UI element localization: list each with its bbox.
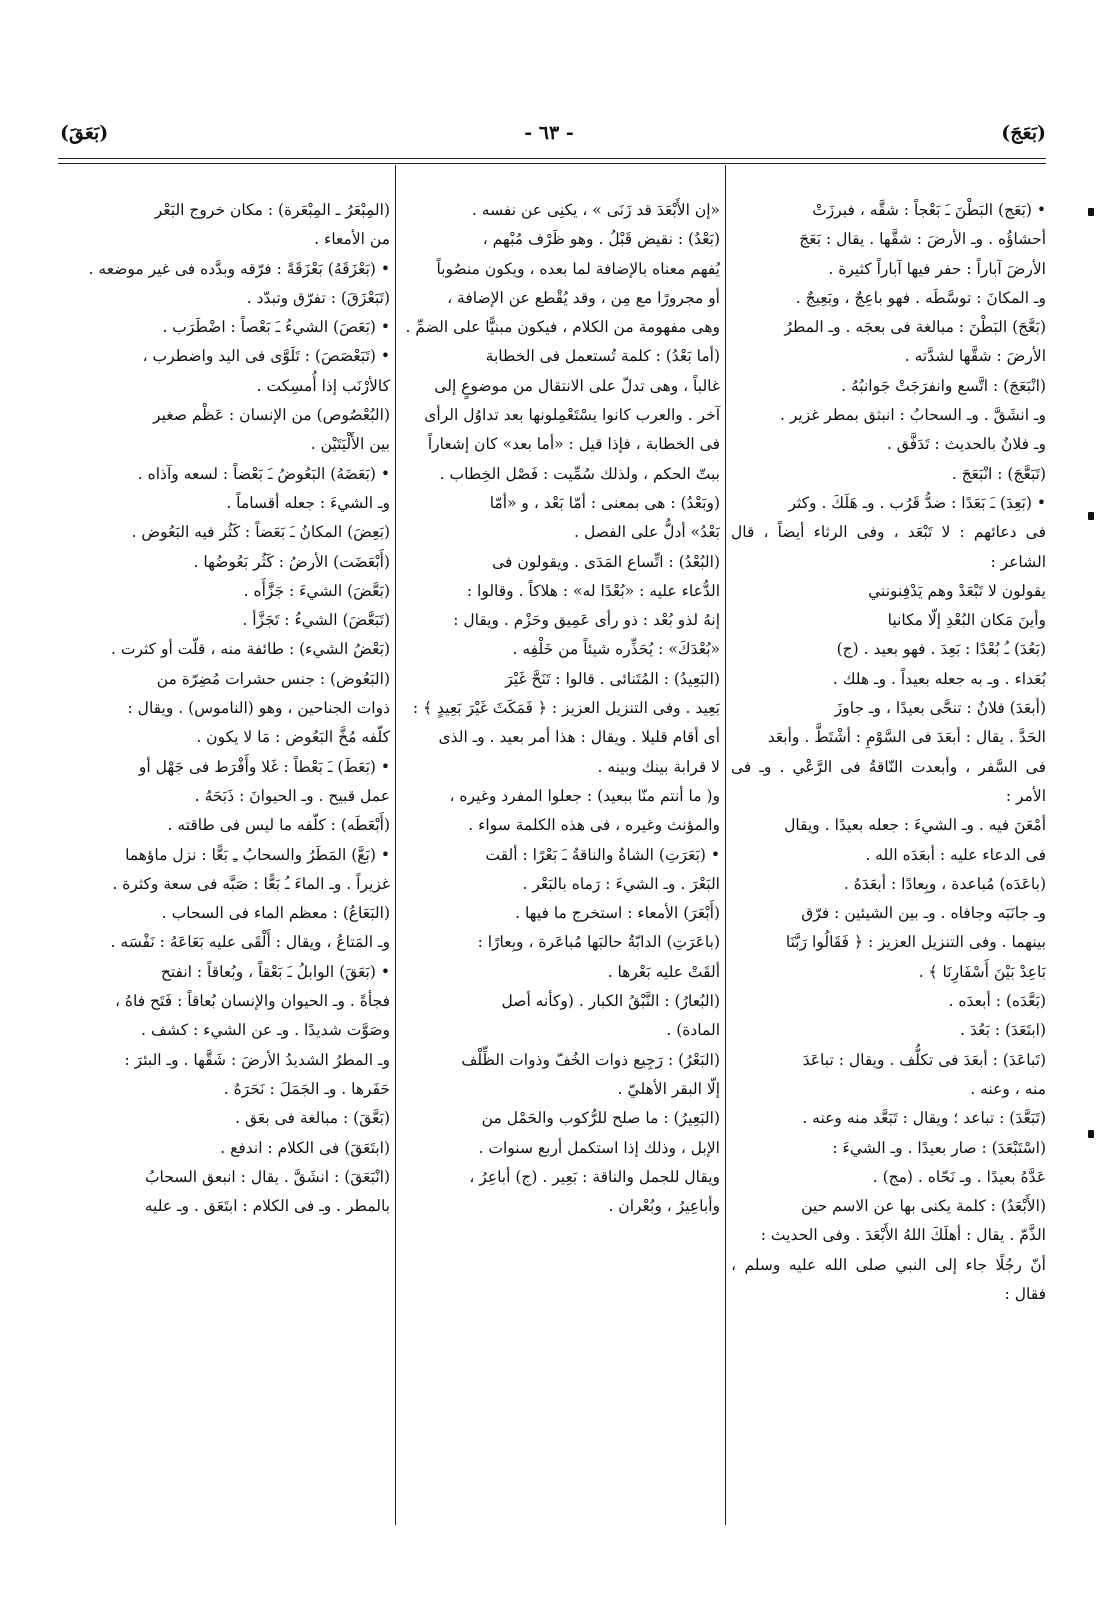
entry-line: وـ جانَبَه وجافاه . وـ بين الشيئين : فرّق: [801, 904, 1046, 923]
entry-line: (بَعَّقَ) : مبالغة فى بعَق .: [235, 1109, 390, 1128]
entry-line: وـ المَتاعُ ، ويقال : أَلْقَى عليه بَعَاعَهُ : نَفْسَه .: [110, 933, 390, 952]
entry-line: من الأمعاء .: [314, 230, 390, 249]
entry-line: وأينَ مَكان البُعْدِ إلّا مكانيا: [887, 611, 1046, 630]
entry-line: (بَعْدُ) : نقيض قَبْلُ . وهو ظَرْف مُبْهم ،: [482, 230, 720, 249]
entry-line: والمؤنث وغيره ، فى هذه الكلمة سواء .: [468, 816, 720, 835]
entry-line: إنهُ لذو بُعْد : ذو رأى عَمِيق وحَزْم . ويقال :: [453, 611, 720, 630]
entry-line: أو مجرورًا مع مِن ، وقد يُقْطع عن الإضافة ،: [447, 288, 720, 307]
entry-line: لا قرابة بينك وبينه .: [597, 757, 720, 776]
entry-line: آخر . والعرب كانوا يسْتَعْمِلونها بعد تداوُل الرأى: [424, 406, 720, 425]
entry-line: (المِبْعَرُ ـ المِبْعَرة) : مكان خروج البَعْر: [154, 201, 390, 219]
entry-line: أمْعَنَ فيه . وـ الشيءَ : جعله بعيدًا . ويقال: [784, 816, 1046, 835]
entry-line: «إن الأَبْعَدَ قد زَنَى » ، يكنِى عن نفسه .: [471, 201, 720, 219]
column-right: [731, 196, 1046, 1309]
entry-line: • (بَعِدَ) ـَ بَعَدًا : ضدُّ قَرُب . وـ هَلَكَ . وكثر: [788, 493, 1046, 512]
entry-line: (البُعارُ) : النَّبْقُ الكبار . (وكأنه أصل: [501, 992, 720, 1011]
entry-line: (البُعْدُ) : اتِّساع المَدَى . ويقولون فى: [492, 552, 720, 571]
entry-line: وهى مفهومة من الكلام ، فيكون مبنيًّا على الضمِّ .: [405, 318, 720, 337]
entry-line: (الأَبْعَدُ) : كلمة يكنى بها عن الاسم حين: [801, 1197, 1046, 1216]
entry-line: الأرضَ : شقَّها لشدَّته .: [904, 347, 1046, 366]
entry-line: وـ انشَقَّ . وـ السحابُ : انبثق بمطر غزير .: [780, 406, 1046, 425]
page-number: - ٦٣ -: [524, 122, 574, 144]
entry-line: • (بَعَضَهُ) البَعُوضُ ـَ بَعْضاً : لسعه وآذاه .: [137, 464, 390, 483]
entry-line: كلّفه مُخَّ البَعُوض : مَا لا يكون .: [196, 728, 390, 747]
entry-line: أحشاؤُه . وـ الأرضَ : شقَّها . يقال : بَعَجَ: [799, 230, 1046, 249]
entry-line: (أبعَدَ) فلانٌ : تنحَّى بعيدًا ، وـ جاوزَ: [834, 699, 1046, 718]
entry-line: الإبل ، وذلك إذا استكمل أربع سنوات .: [478, 1138, 720, 1157]
entry-line: وـ الشيءَ : جعله أقساماً .: [226, 493, 390, 512]
entry-line: البَعْرَ . وـ الشيءَ : رَماه بالبَعْر .: [522, 874, 720, 893]
entry-line: (بَعَّضَ) الشيءَ : جَزَّأَه .: [243, 581, 390, 600]
entry-line: ببتّ الحكم ، ولذلك سُمِّيت : فَصْل الخِطاب .: [439, 464, 720, 483]
entry-line: (تَبَعَّجَ) : انْبَعَجَ .: [951, 464, 1046, 483]
entry-line: (باعَرَتِ) الدابّةُ حالبَها مُباعَرة ، وبِعارًا :: [477, 933, 720, 952]
entry-line: (انْبَعَجَ) : اتَّسع وانفرَجَتْ جَوانبُهُ .: [841, 376, 1046, 395]
scan-margin-mark: [1088, 208, 1094, 216]
entry-line: وصَوَّت شديدًا . وـ عن الشيء : كشف .: [140, 1021, 390, 1040]
entry-line: إلّا البقر الأهليّ .: [617, 1079, 720, 1098]
entry-line: (البَعِيدُ) : المُتَنائى . قالوا : تَنَحَّ غَيْرَ: [505, 669, 720, 688]
entry-line: (البَعِيرُ) : ما صلح للرُّكوب والحَمْل من: [481, 1109, 720, 1128]
entry-line: • (تَبَعْصَصَ) : تَلَوَّى فى اليد واضطرب ،: [142, 347, 390, 366]
entry-line: بَاعِدْ بَيْنَ أَسْفَارِنَا ﴾ .: [918, 962, 1046, 981]
entry-line: فى الدعاء عليه : أبعَدَه الله .: [865, 845, 1046, 864]
entry-line: ويقال للجمل والناقة : بَعِير . (ج) أباعِرُ ،: [469, 1167, 720, 1186]
header-rule: [58, 158, 1046, 159]
entry-line: فى الخطابة ، فإذا قيل : «أما بعد» كان إشعاراً: [427, 435, 720, 454]
entry-line: فى دعائهم : لا تَبْعَد ، وفى الرثاء أيضاً ، قال الشاعر :: [731, 523, 1046, 571]
header-rule-thin: [58, 163, 1046, 164]
entry-line: • (بَعَطَ) ـَ بَعْطاً : غَلا وأَفْرَط فى جَهْل أو: [138, 757, 390, 776]
entry-line: بينهما . وفى التنزيل العزيز : ﴿ فَقَالُوا رَبَّنَا: [785, 933, 1046, 952]
entry-line: (البَعْرُ) : رَجِيع ذوات الخُفّ وذوات الظِّلْف: [461, 1050, 720, 1069]
entry-line: • (بَعْزَقَهُ) بَعْزَقَةً : فرّقه وبدَّده فى غير موضعه .: [88, 259, 390, 278]
column-middle: [402, 196, 720, 1221]
entry-line: • (بَعَّ) المَطَرُ والسحابُ ـِ بَعًّا : نزل ماؤهما: [125, 845, 390, 864]
entry-line: (بَعَّجَ) البَطْنَ : مبالغة فى بعجَه . وـ المطرُ: [784, 318, 1046, 337]
entry-line: الأرضَ آباراً : حفر فيها آباراً كثيرة .: [828, 259, 1046, 278]
column-divider: [395, 165, 396, 1525]
entry-line: (انْبَعَقَ) : انشَقَّ . يقال : انبعق السحابُ: [144, 1167, 390, 1186]
scan-margin-mark: [1088, 1130, 1094, 1138]
entry-line: «بُعْدَكَ» : يُحَذِّره شيئاً من خَلْفِه .: [512, 640, 720, 659]
entry-line: • (بَعَج) البَطْنَ ـَ بَعْجاً : شقَّه ، فبرزَتْ: [812, 201, 1046, 219]
entry-line: يقولون لا تَبْعَدْ وهم يَدْفِنونني: [868, 581, 1046, 600]
entry-line: (أما بَعْدُ) : كلمة تُستعمل فى الخطابة: [485, 347, 720, 366]
entry-line: وـ المكانَ : توسَّطَه . فهو باعِجٌ ، وبَعِيجٌ .: [795, 288, 1046, 307]
entry-line: الحَدَّ . يقال : أبعَدَ فى السَّوْمِ : أشْتَطَّ . وأبعَد: [767, 728, 1046, 747]
scan-margin-mark: [1088, 512, 1094, 520]
entry-line: ألقَتْ عليه بَعْرها .: [607, 962, 720, 981]
entry-line: (تَباعَدَ) : أبعَدَ فى تكلُّف . ويقال : تباعَدَ: [802, 1050, 1046, 1069]
entry-line: (أَبْعَضَت) الأرضُ : كَثُر بَعُوضُها .: [193, 552, 390, 571]
column-left: [72, 196, 390, 1221]
entry-line: حَفَرها . وـ الجَمَلَ : نَحَرَهُ .: [223, 1079, 390, 1098]
entry-line: (بَعَّدَه) : أبعدَه .: [948, 992, 1046, 1011]
entry-line: (باعَدَه) مُباعدة ، وبِعادًا : أبعَدَهُ .: [843, 874, 1046, 893]
entry-line: وـ فلانٌ بالحديث : تَدَفَّق .: [886, 435, 1046, 454]
entry-line: غزيراً . وـ الماءَ ـُ بَعًّا : صَبَّه فى سعة وكثرة .: [112, 874, 390, 893]
entry-line: (أَبْعَرَ) الأمعاء : استخرج ما فيها .: [515, 904, 720, 923]
entry-line: بالمطر . وـ فى الكلام : ابتَعَق . وـ عليه: [144, 1197, 390, 1216]
entry-line: بَعْدُ» أدلُّ على الفصل .: [574, 523, 720, 542]
header-guide-word-right: (بَعَجَ): [1001, 122, 1046, 144]
entry-line: • (بَعَقَ) الوابلُ ـَ بَعْقاً ، وبُعاقاً : انفتح: [160, 962, 390, 981]
entry-line: (ابتَعَقَ) فى الكلام : اندفع .: [220, 1138, 390, 1157]
entry-line: كالأرْنَب إذا أُمسِكت .: [256, 376, 390, 395]
entry-line: بَعِيد . وفى التنزيل العزيز : ﴿ فَمَكَثَ غَيْرَ بَعِيدٍ ﴾ :: [412, 699, 720, 718]
entry-line: أى أقام قليلا . ويقال : هذا أمر بعيد . وـ الذى: [438, 728, 720, 747]
entry-line: (أَبْعَطَه) : كلّفه ما ليس فى طاقته .: [167, 816, 390, 835]
entry-line: وأباعِيرُ ، وبُعْران .: [608, 1197, 720, 1216]
entry-line: (تَبَعْزَقَ) : تفرّق وتبدّد .: [246, 288, 390, 307]
entry-line: (البُعْصُوص) من الإنسان : عَظْم صغير: [153, 406, 390, 425]
entry-line: • (بَعَرَتِ) الشاةُ والناقةُ ـَ بَعْرًا : ألقت: [485, 845, 720, 864]
entry-line: يُفهم معناه بالإضافة لما بعده ، ويكون منصُوباً: [436, 259, 720, 278]
entry-line: عمل قبيح . وـ الحيوانَ : ذَبَحَهُ .: [194, 786, 390, 805]
entry-line: الذَّمّ . يقال : أهلَكَ اللهُ الأَبْعَدَ . وفى الحديث :: [760, 1226, 1046, 1245]
entry-line: (البَعَاعُ) : معظم الماء فى السحاب .: [161, 904, 390, 923]
entry-line: (اسْتَبْعَدَ) : صار بعيدًا . وـ الشيءَ :: [832, 1138, 1046, 1157]
entry-line: فى السَّفر ، وأبعدت النّاقةُ فى الرَّعْي . وـ فى الأمر :: [731, 757, 1046, 805]
entry-line: (وبَعْدُ) : هى بمعنى : أمّا بَعْد ، و «أمّا: [489, 493, 720, 512]
entry-line: و( ما أنتم منّا ببعيد) : جعلوا المفرد وغيره ،: [449, 786, 720, 805]
entry-line: (بَعِضَ) المكانُ ـَ بَعَضاً : كَثُر فيه البَعُوض .: [131, 523, 390, 542]
header-guide-word-left: (بَعَقَ): [60, 122, 109, 144]
entry-line: بين الأَلْيَتَيْن .: [310, 435, 390, 454]
entry-line: بُعَداء . وـ به جعله بعيداً . وـ هلك .: [832, 669, 1046, 688]
entry-line: فجأةً . وـ الحيوان والإنسان بُعاقاً : فَتَح فاهُ ،: [114, 992, 390, 1011]
entry-line: غالباً ، وهى تدلّ على الانتقال من موضوعٍ إلى: [434, 376, 720, 395]
entry-line: المادة) .: [666, 1021, 720, 1040]
entry-line: • (بَعَصَ) الشيءُ ـَ بَعْصاً : اضْطَرَب .: [162, 318, 390, 337]
entry-line: (تَبَعَّضَ) الشيءُ : تَجَزَّأ .: [242, 611, 390, 630]
entry-line: منه ، وعنه .: [970, 1079, 1046, 1098]
entry-line: الدُّعاء عليه : «بُعْدًا له» : هلاكاً . وقالوا :: [466, 581, 720, 600]
entry-line: (البَعُوض) : جنس حشرات مُضِرّة من: [156, 669, 390, 688]
entry-line: (بَعُدَ) ـُ بُعْدًا : بَعِدَ . فهو بعيد . (ج): [836, 640, 1046, 659]
column-divider: [725, 165, 726, 1525]
entry-line: وـ المطرُ الشديدُ الأرضَ : شَقَّها . وـ البئرَ :: [124, 1050, 390, 1069]
entry-line: عَدَّهُ بعيدًا . وـ نَحّاه . (مج) .: [872, 1167, 1046, 1186]
entry-line: (تَبَعَّدَ) : تباعد ؛ ويقال : تَبَعَّد منه وعنه .: [802, 1109, 1046, 1128]
entry-line: ذوات الجناحين ، وهو (الناموس) . ويقال :: [127, 699, 390, 718]
entry-line: (بَعْضُ الشيء) : طائفة منه ، قلّت أو كثرت .: [111, 640, 390, 659]
entry-line: (ابتَعَدَ) : بَعُدَ .: [960, 1021, 1046, 1040]
entry-line: أنّ رجُلًا جاء إلى النبي صلى الله عليه وسلم ، فقال :: [731, 1255, 1046, 1303]
